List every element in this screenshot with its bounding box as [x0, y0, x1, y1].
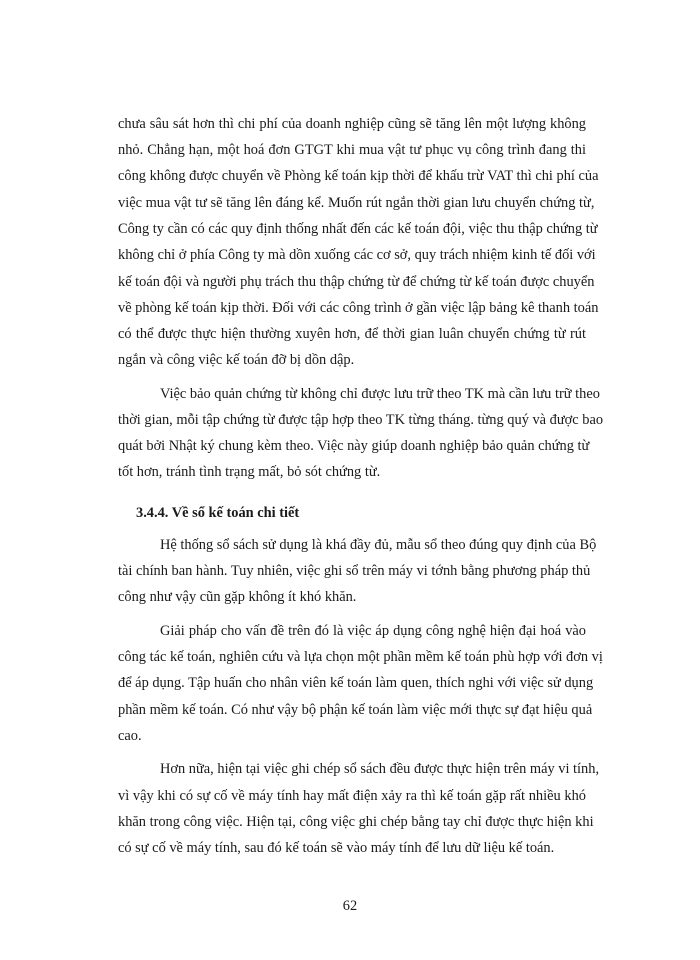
- paragraph-1-line: công không được chuyển về Phòng kế toán kịp thời để khấu trừ VAT thì chi phí của: [118, 168, 599, 184]
- paragraph-4-line: phần mềm kế toán. Có như vậy bộ phận kế toán làm việc mới thực sự đạt hiệu quả: [118, 702, 593, 718]
- paragraph-1-line: Công ty cần có các quy định thống nhất đến các kế toán đội, việc thu thập chứng từ: [118, 221, 598, 237]
- paragraph-4-line: công tác kế toán, nghiên cứu và lựa chọn một phần mềm kế toán phù hợp với đơn vị: [118, 649, 603, 665]
- section-heading: 3.4.4. Về sổ kế toán chi tiết: [136, 505, 300, 521]
- paragraph-5-line: vì vậy khi có sự cố về máy tính hay mất điện xảy ra thì kế toán gặp rất nhiều khó: [118, 788, 586, 804]
- paragraph-3-line: tài chính ban hành. Tuy nhiên, việc ghi sổ trên máy vi tớnh bằng phương pháp thủ: [118, 563, 591, 579]
- paragraph-1-line: kế toán đội và người phụ trách thu thập chứng từ để chứng từ kế toán được chuyển: [118, 274, 595, 290]
- paragraph-1-line: việc mua vật tư sẽ tăng lên đáng kể. Muốn rút ngắn thời gian lưu chuyển chứng từ,: [118, 195, 595, 211]
- paragraph-4-line: Giải pháp cho vấn đề trên đó là việc áp dụng công nghệ hiện đại hoá vào: [160, 623, 586, 639]
- paragraph-3-line: công như vậy cũn gặp không ít khó khăn.: [118, 589, 357, 605]
- paragraph-1-line: có thể được thực hiện thường xuyên hơn, để thời gian luân chuyển chứng từ rút: [118, 326, 586, 342]
- paragraph-1-line: ngắn và công việc kế toán đỡ bị dồn dập.: [118, 352, 355, 368]
- paragraph-1-line: nhỏ. Chẳng hạn, một hoá đơn GTGT khi mua vật tư phục vụ công trình đang thi: [118, 142, 586, 158]
- paragraph-5-line: khăn trong công việc. Hiện tại, công việc ghi chép bằng tay chỉ được thực hiện khi: [118, 814, 594, 830]
- paragraph-2-line: Việc bảo quản chứng từ không chỉ được lưu trữ theo TK mà cần lưu trữ theo: [160, 386, 600, 402]
- page-number: 62: [342, 898, 358, 914]
- paragraph-3-line: Hệ thống sổ sách sử dụng là khá đầy đủ, mẫu sổ theo đúng quy định của Bộ: [160, 537, 597, 553]
- paragraph-5-line: có sự cố về máy tính, sau đó kế toán sẽ vào máy tính để lưu dữ liệu kế toán.: [118, 840, 555, 856]
- paragraph-2-line: thời gian, mỗi tập chứng từ được tập hợp theo TK từng tháng. từng quý và được bao: [118, 412, 604, 428]
- paragraph-1-line: về phòng kế toán kịp thời. Đối với các công trình ở gần việc lập bảng kê thanh toán: [118, 300, 599, 316]
- paragraph-5-line: Hơn nữa, hiện tại việc ghi chép sổ sách đều được thực hiện trên máy vi tính,: [160, 761, 600, 777]
- paragraph-2-line: quát bởi Nhật ký chung kèm theo. Việc này giúp doanh nghiệp bảo quản chứng từ: [118, 438, 590, 454]
- paragraph-2-line: tốt hơn, tránh tình trạng mất, bỏ sót chứng từ.: [118, 464, 381, 480]
- paragraph-1-line: chưa sâu sát hơn thì chi phí của doanh nghiệp cũng sẽ tăng lên một lượng không: [118, 116, 586, 132]
- paragraph-1-line: không chỉ ở phía Công ty mà dồn xuống các cơ sở, quy trách nhiệm kinh tế đối với: [118, 247, 596, 263]
- paragraph-4-line: cao.: [118, 728, 142, 744]
- paragraph-4-line: để áp dụng. Tập huấn cho nhân viên kế toán làm quen, thích nghi với việc sử dụng: [118, 675, 594, 691]
